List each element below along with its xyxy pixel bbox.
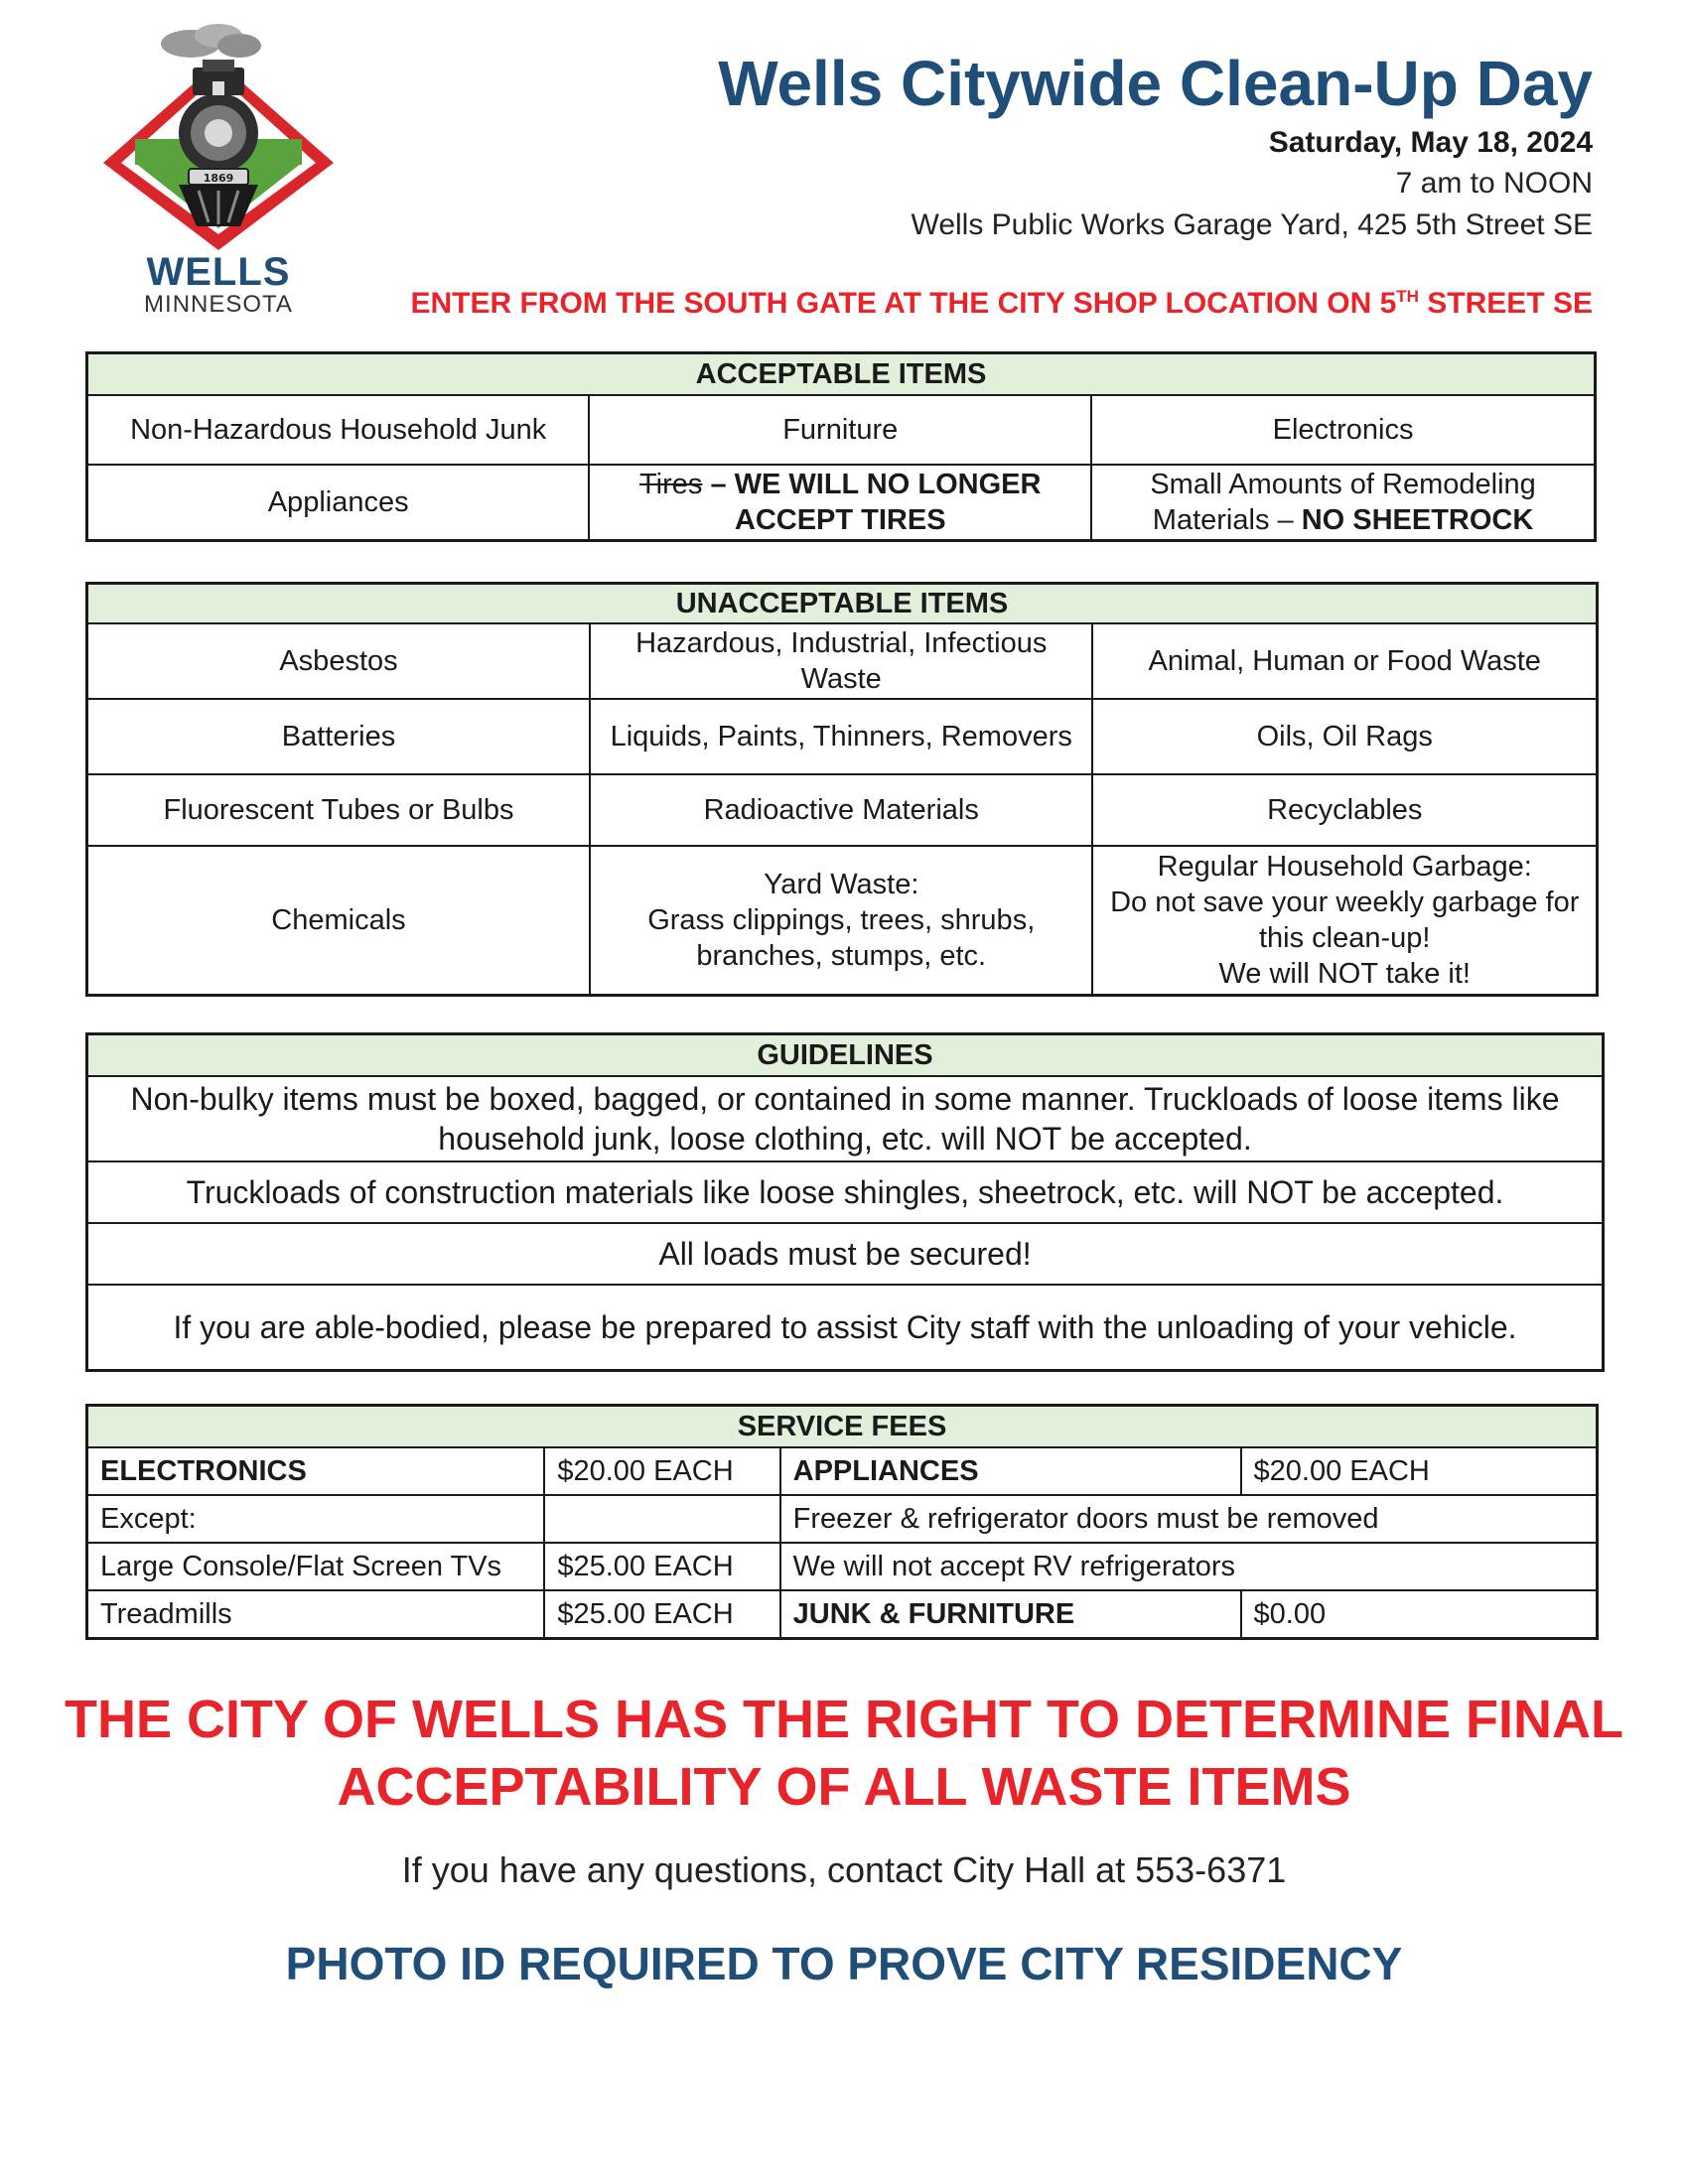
table-cell — [590, 846, 1092, 995]
table-cell: Recyclables — [1092, 774, 1597, 846]
fees-heading: SERVICE FEES — [87, 1406, 1598, 1448]
electronics-label: ELECTRONICS — [100, 1455, 307, 1487]
table-cell — [589, 465, 1091, 540]
table-cell: Large Console/Flat Screen TVs — [87, 1543, 545, 1590]
table-cell: Chemicals — [87, 846, 590, 995]
unacceptable-items-table — [85, 582, 1599, 997]
acceptable-items-table — [85, 351, 1597, 542]
gate-notice-text: ENTER FROM THE SOUTH GATE AT THE CITY SHOP LOCATION ON 5 — [410, 287, 1397, 320]
table-cell: Asbestos — [87, 623, 590, 699]
tires-note: – WE WILL NO LONGER ACCEPT TIRES — [702, 468, 1042, 536]
train-locomotive-icon — [95, 22, 342, 250]
page-title: Wells Citywide Clean-Up Day — [718, 48, 1593, 119]
gate-notice-sup: TH — [1396, 287, 1419, 306]
table-cell: $20.00 EACH — [544, 1447, 779, 1495]
event-header — [718, 46, 1593, 246]
acceptable-heading: ACCEPTABLE ITEMS — [87, 353, 1596, 396]
yard-waste-detail: Grass clippings, trees, shrubs, branches, stumps, etc. — [647, 903, 1036, 972]
tires-struck: Tires — [639, 468, 703, 500]
logo-year: 1869 — [203, 172, 234, 185]
contact-line: If you have any questions, contact City Hall at 553-6371 — [401, 1849, 1287, 1890]
table-cell — [1091, 465, 1595, 540]
yard-waste-title: Yard Waste: — [764, 868, 919, 900]
guideline-item: Non-bulky items must be boxed, bagged, or contained in some manner. Truckloads of loose items like household junk, loose clothing, etc. will NOT be accepted. — [87, 1076, 1604, 1161]
event-time: 7 am to NOON — [1395, 167, 1593, 200]
table-cell: Except: — [87, 1495, 545, 1543]
notice-line-1: THE CITY OF WELLS HAS THE RIGHT TO DETERMINE FINAL — [64, 1690, 1623, 1749]
table-cell: Liquids, Paints, Thinners, Removers — [590, 699, 1092, 774]
guidelines-heading: GUIDELINES — [87, 1034, 1604, 1077]
service-fees-table — [85, 1404, 1599, 1640]
table-cell: $0.00 — [1241, 1590, 1598, 1639]
remodeling-text: Small Amounts of Remodeling Materials – — [1150, 468, 1536, 536]
gate-notice — [410, 278, 1593, 323]
table-cell — [1092, 846, 1597, 995]
table-cell — [780, 1447, 1241, 1495]
guideline-item: Truckloads of construction materials like loose shingles, sheetrock, etc. will NOT be accepted. — [87, 1161, 1604, 1223]
garbage-title: Regular Household Garbage: — [1157, 850, 1532, 883]
photo-id-notice: PHOTO ID REQUIRED TO PROVE CITY RESIDENCY — [285, 1938, 1403, 1989]
table-cell: Furniture — [589, 395, 1091, 465]
table-cell: Hazardous, Industrial, Infectious Waste — [590, 623, 1092, 699]
appliances-label: APPLIANCES — [792, 1455, 979, 1487]
table-cell: $25.00 EACH — [544, 1590, 779, 1639]
table-cell: Fluorescent Tubes or Bulbs — [87, 774, 590, 846]
table-cell — [87, 1447, 545, 1495]
garbage-detail: Do not save your weekly garbage for this clean-up! — [1110, 886, 1580, 954]
unacceptable-heading: UNACCEPTABLE ITEMS — [87, 584, 1598, 624]
guideline-item: If you are able-bodied, please be prepared to assist City staff with the unloading of your vehicle. — [87, 1285, 1604, 1370]
city-rights-notice — [0, 1686, 1688, 1821]
table-cell: Radioactive Materials — [590, 774, 1092, 846]
logo-subtitle: MINNESOTA — [144, 291, 293, 318]
table-cell: We will not accept RV refrigerators — [780, 1543, 1598, 1590]
event-location: Wells Public Works Garage Yard, 425 5th Street SE — [911, 208, 1593, 241]
junk-label: JUNK & FURNITURE — [792, 1598, 1075, 1630]
table-cell: Treadmills — [87, 1590, 545, 1639]
table-cell: Appliances — [87, 465, 590, 540]
garbage-warning: We will NOT take it! — [1218, 957, 1471, 990]
table-cell: $20.00 EACH — [1241, 1447, 1598, 1495]
table-cell: Oils, Oil Rags — [1092, 699, 1597, 774]
table-cell: Electronics — [1091, 395, 1595, 465]
table-cell — [544, 1495, 779, 1543]
gate-notice-tail: STREET SE — [1418, 287, 1593, 320]
notice-line-2: ACCEPTABILITY OF ALL WASTE ITEMS — [337, 1757, 1351, 1817]
table-cell: Non-Hazardous Household Junk — [87, 395, 590, 465]
guidelines-table — [85, 1032, 1605, 1372]
event-date: Saturday, May 18, 2024 — [1268, 126, 1593, 159]
table-cell: Freezer & refrigerator doors must be removed — [780, 1495, 1598, 1543]
logo-wordmark: WELLS — [146, 250, 291, 294]
table-cell — [780, 1590, 1241, 1639]
guideline-item: All loads must be secured! — [87, 1223, 1604, 1285]
table-cell: $25.00 EACH — [544, 1543, 779, 1590]
no-sheetrock: NO SHEETROCK — [1301, 503, 1534, 536]
table-cell: Animal, Human or Food Waste — [1092, 623, 1597, 699]
city-logo — [95, 22, 342, 318]
table-cell: Batteries — [87, 699, 590, 774]
